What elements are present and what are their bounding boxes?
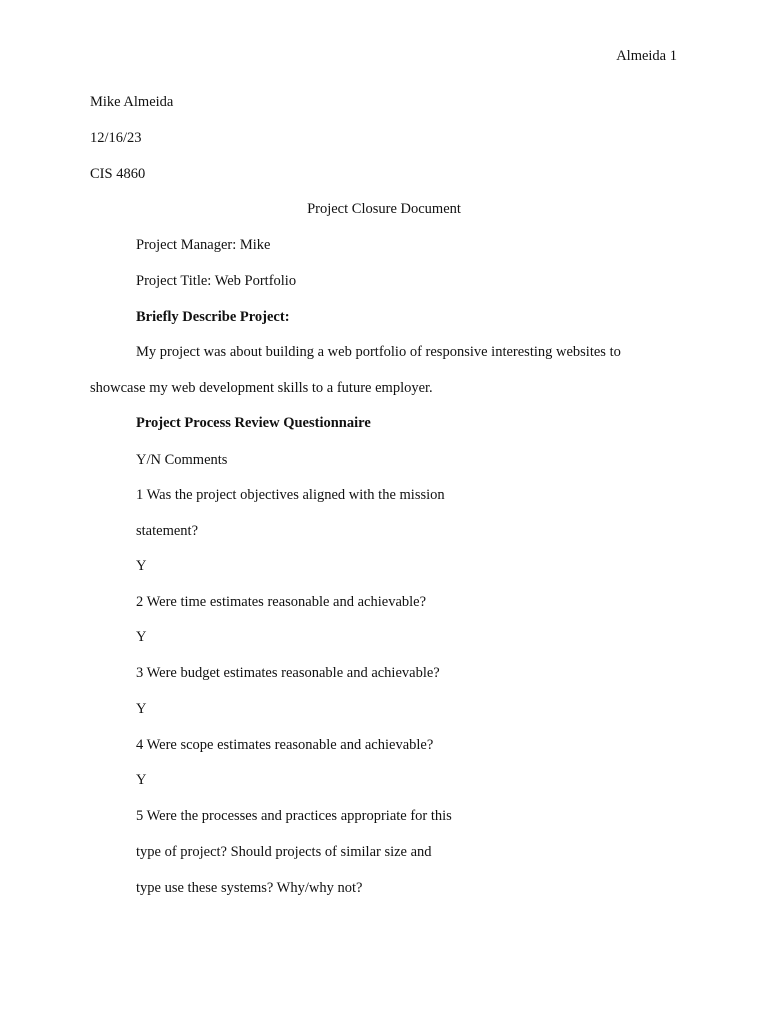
question-5-line-2: type of project? Should projects of similar size and — [136, 844, 432, 860]
question-3: 3 Were budget estimates reasonable and achievable? — [136, 665, 440, 681]
question-1-answer: Y — [136, 558, 147, 574]
describe-heading: Briefly Describe Project: — [136, 309, 290, 325]
question-4-answer: Y — [136, 772, 147, 788]
question-2: 2 Were time estimates reasonable and achievable? — [136, 594, 427, 610]
author-name: Mike Almeida — [90, 94, 174, 110]
question-3-answer: Y — [136, 701, 147, 717]
course-code: CIS 4860 — [90, 166, 146, 182]
question-1-line-2: statement? — [136, 523, 199, 539]
questionnaire-columns: Y/N Comments — [136, 452, 228, 468]
question-2-answer: Y — [136, 629, 147, 645]
document-title: Project Closure Document — [307, 201, 461, 217]
question-5-line-1: 5 Were the processes and practices appropriate for this — [136, 808, 452, 824]
question-1-line-1: 1 Was the project objectives aligned with the mission — [136, 487, 445, 503]
describe-paragraph-line-2: showcase my web development skills to a future employer. — [90, 380, 433, 396]
questionnaire-heading: Project Process Review Questionnaire — [136, 415, 371, 431]
document-date: 12/16/23 — [90, 130, 142, 146]
describe-paragraph-line-1: My project was about building a web portfolio of responsive interesting websites to — [136, 344, 621, 360]
project-title: Project Title: Web Portfolio — [136, 273, 297, 289]
running-head: Almeida 1 — [616, 48, 677, 64]
question-4: 4 Were scope estimates reasonable and achievable? — [136, 737, 434, 753]
question-5-line-3: type use these systems? Why/why not? — [136, 880, 363, 896]
project-manager: Project Manager: Mike — [136, 237, 271, 253]
